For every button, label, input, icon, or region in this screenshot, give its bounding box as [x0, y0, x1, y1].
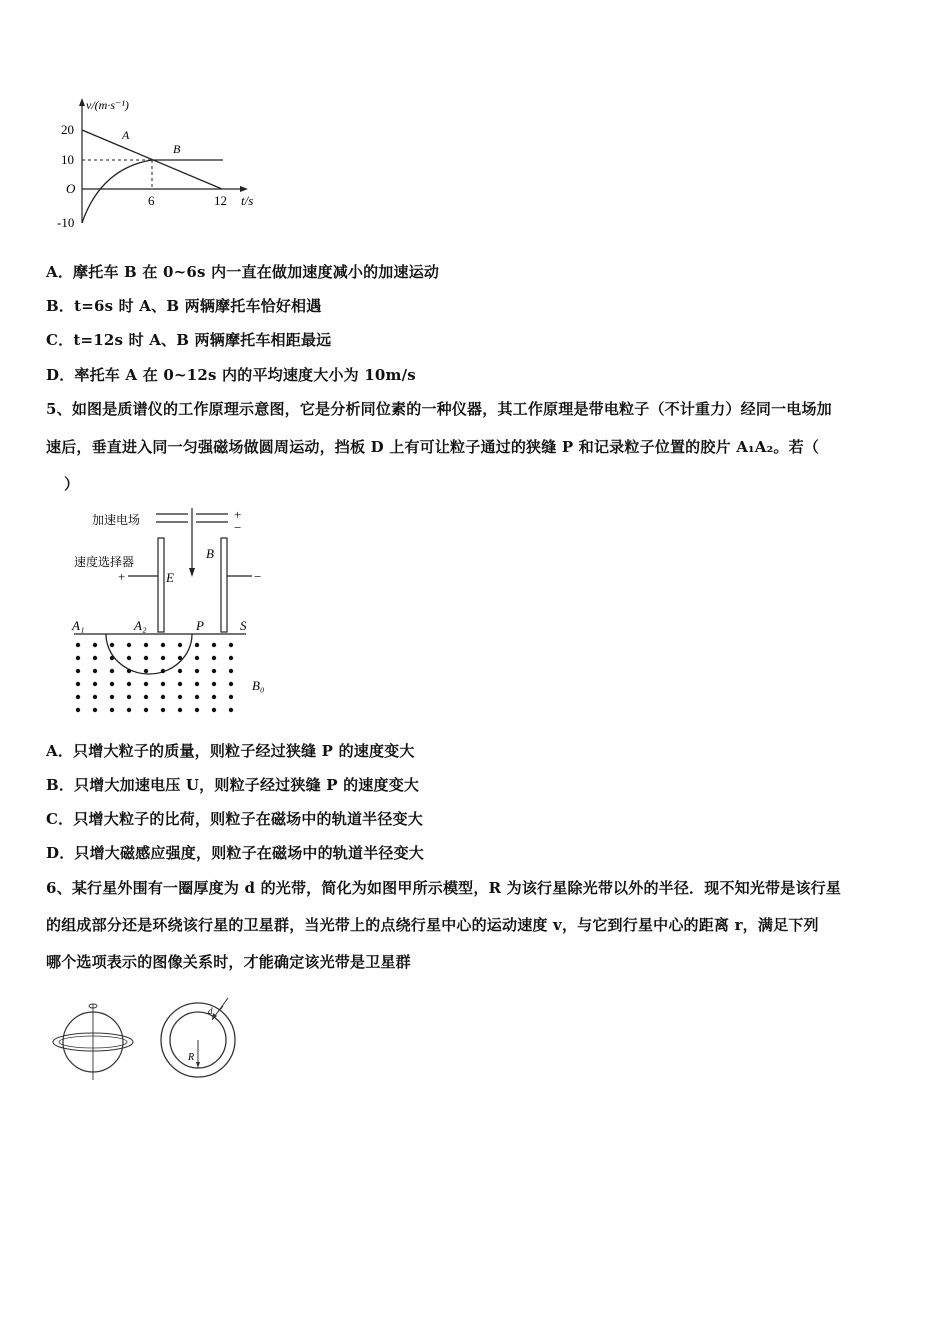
particle-path-arrow: [189, 568, 195, 577]
label-B0: B₀: [252, 678, 265, 693]
planet-3d: [53, 1004, 133, 1080]
field-dot: [178, 669, 182, 673]
field-dot: [195, 656, 199, 660]
selector-plus: +: [118, 569, 126, 584]
field-dot: [93, 682, 97, 686]
field-dot: [127, 669, 131, 673]
field-dot: [195, 669, 199, 673]
field-dot: [110, 682, 114, 686]
y-tick-neg10: -10: [57, 215, 75, 230]
label-A1: A₁: [72, 618, 85, 633]
field-dot: [229, 656, 233, 660]
field-dot: [127, 695, 131, 699]
accel-field-label: 加速电场: [92, 513, 141, 527]
field-dot: [93, 669, 97, 673]
selector-plate-right: [221, 538, 227, 632]
field-dot: [195, 643, 199, 647]
q5-stem-line1: 5、如图是质谱仪的工作原理示意图，它是分析同位素的一种仪器，其工作原理是带电粒子（不计重力）经同一电场加: [46, 400, 832, 418]
field-dot: [76, 695, 80, 699]
field-dot: [110, 695, 114, 699]
q5-stem-line2: 速后，垂直进入同一匀强磁场做圆周运动，挡板 D 上有可让粒子通过的狭缝 P 和记录粒子位置的胶片 A₁A₂。若（: [46, 438, 820, 456]
field-dot: [93, 656, 97, 660]
q6-stem-line1: 6、某行星外围有一圈厚度为 d 的光带，简化为如图甲所示模型，R 为该行星除光带以外的半径．现不知光带是该行星: [46, 879, 842, 897]
magnetic-field-dots: [76, 643, 233, 712]
field-dot: [161, 669, 165, 673]
field-dot: [76, 708, 80, 712]
field-dot: [127, 643, 131, 647]
accel-minus: −: [234, 520, 242, 535]
field-dot: [110, 643, 114, 647]
field-dot: [110, 656, 114, 660]
q4-option-d: D．率托车 A 在 0~12s 内的平均速度大小为 10m/s: [46, 366, 416, 384]
field-dot: [212, 708, 216, 712]
velocity-time-graph: [55, 95, 265, 235]
field-dot: [229, 643, 233, 647]
field-dot: [93, 643, 97, 647]
field-dot: [195, 708, 199, 712]
field-dot: [76, 682, 80, 686]
field-dot: [229, 695, 233, 699]
field-dot: [144, 656, 148, 660]
field-dot: [161, 708, 165, 712]
field-dot: [178, 695, 182, 699]
field-dot: [127, 682, 131, 686]
field-dot: [76, 669, 80, 673]
q4-option-c: C．t=12s 时 A、B 两辆摩托车相距最远: [46, 331, 332, 349]
label-d: d: [208, 1006, 213, 1016]
field-dot: [195, 695, 199, 699]
field-dot: [76, 643, 80, 647]
field-dot: [212, 669, 216, 673]
field-dot: [161, 643, 165, 647]
label-S: S: [240, 618, 247, 633]
field-dot: [144, 695, 148, 699]
planet-cross-section: [161, 998, 235, 1077]
y-axis-label: v/(m·s⁻¹): [86, 98, 129, 112]
accel-plus: +: [234, 507, 242, 522]
selector-minus: −: [254, 569, 262, 584]
x-axis-label: t/s: [241, 193, 254, 208]
q5-option-c: C．只增大粒子的比荷，则粒子在磁场中的轨道半径变大: [46, 810, 423, 828]
field-dot: [110, 708, 114, 712]
field-dot: [229, 682, 233, 686]
field-dot: [195, 682, 199, 686]
field-dot: [110, 669, 114, 673]
field-dot: [127, 656, 131, 660]
q5-option-d: D．只增大磁感应强度，则粒子在磁场中的轨道半径变大: [46, 844, 425, 862]
label-A: A: [122, 128, 130, 142]
field-dot: [144, 708, 148, 712]
field-dot: [144, 643, 148, 647]
q4-option-b: B．t=6s 时 A、B 两辆摩托车恰好相遇: [46, 297, 322, 315]
label-A2: A₂: [134, 618, 147, 633]
label-R: R: [188, 1052, 195, 1063]
field-dot: [127, 708, 131, 712]
field-E-label: E: [166, 570, 174, 585]
x-tick-6: 6: [148, 193, 155, 208]
field-dot: [212, 643, 216, 647]
origin-label: O: [66, 181, 76, 196]
field-dot: [144, 669, 148, 673]
q4-option-a: A．摩托车 B 在 0~6s 内一直在做加速度减小的加速运动: [46, 263, 440, 281]
mass-spectrometer-diagram: [66, 504, 281, 718]
field-dot: [93, 708, 97, 712]
field-dot: [93, 695, 97, 699]
field-dot: [178, 708, 182, 712]
q5-option-b: B．只增大加速电压 U，则粒子经过狭缝 P 的速度变大: [46, 776, 420, 794]
planet-ring-diagram: [48, 994, 258, 1086]
q5-option-a: A．只增大粒子的质量，则粒子经过狭缝 P 的速度变大: [46, 742, 415, 760]
label-B: B: [173, 142, 181, 156]
q5-stem-line3: ）: [64, 475, 80, 493]
label-P: P: [196, 618, 204, 633]
field-dot: [212, 695, 216, 699]
field-dot: [229, 669, 233, 673]
field-dot: [161, 656, 165, 660]
x-axis-arrow: [240, 186, 248, 192]
field-dot: [229, 708, 233, 712]
selector-label: 速度选择器: [74, 555, 135, 569]
y-axis-arrow: [79, 98, 85, 106]
y-tick-20: 20: [61, 122, 74, 137]
q6-stem-line3: 哪个选项表示的图像关系时，才能确定该光带是卫星群: [46, 953, 411, 971]
field-dot: [161, 682, 165, 686]
field-dot: [212, 656, 216, 660]
x-tick-12: 12: [214, 193, 227, 208]
semicircle-trajectory: [106, 634, 192, 674]
field-dot: [178, 682, 182, 686]
field-B-label: B: [206, 546, 214, 561]
selector-plate-left: [158, 538, 164, 632]
field-dot: [161, 695, 165, 699]
field-dot: [76, 656, 80, 660]
curve-B: [82, 160, 152, 223]
field-dot: [212, 682, 216, 686]
q6-stem-line2: 的组成部分还是环绕该行星的卫星群，当光带上的点绕行星中心的运动速度 v，与它到行星中心的距离 r，满足下列: [46, 916, 819, 934]
field-dot: [144, 682, 148, 686]
field-dot: [178, 643, 182, 647]
y-tick-10: 10: [61, 152, 74, 167]
field-dot: [178, 656, 182, 660]
